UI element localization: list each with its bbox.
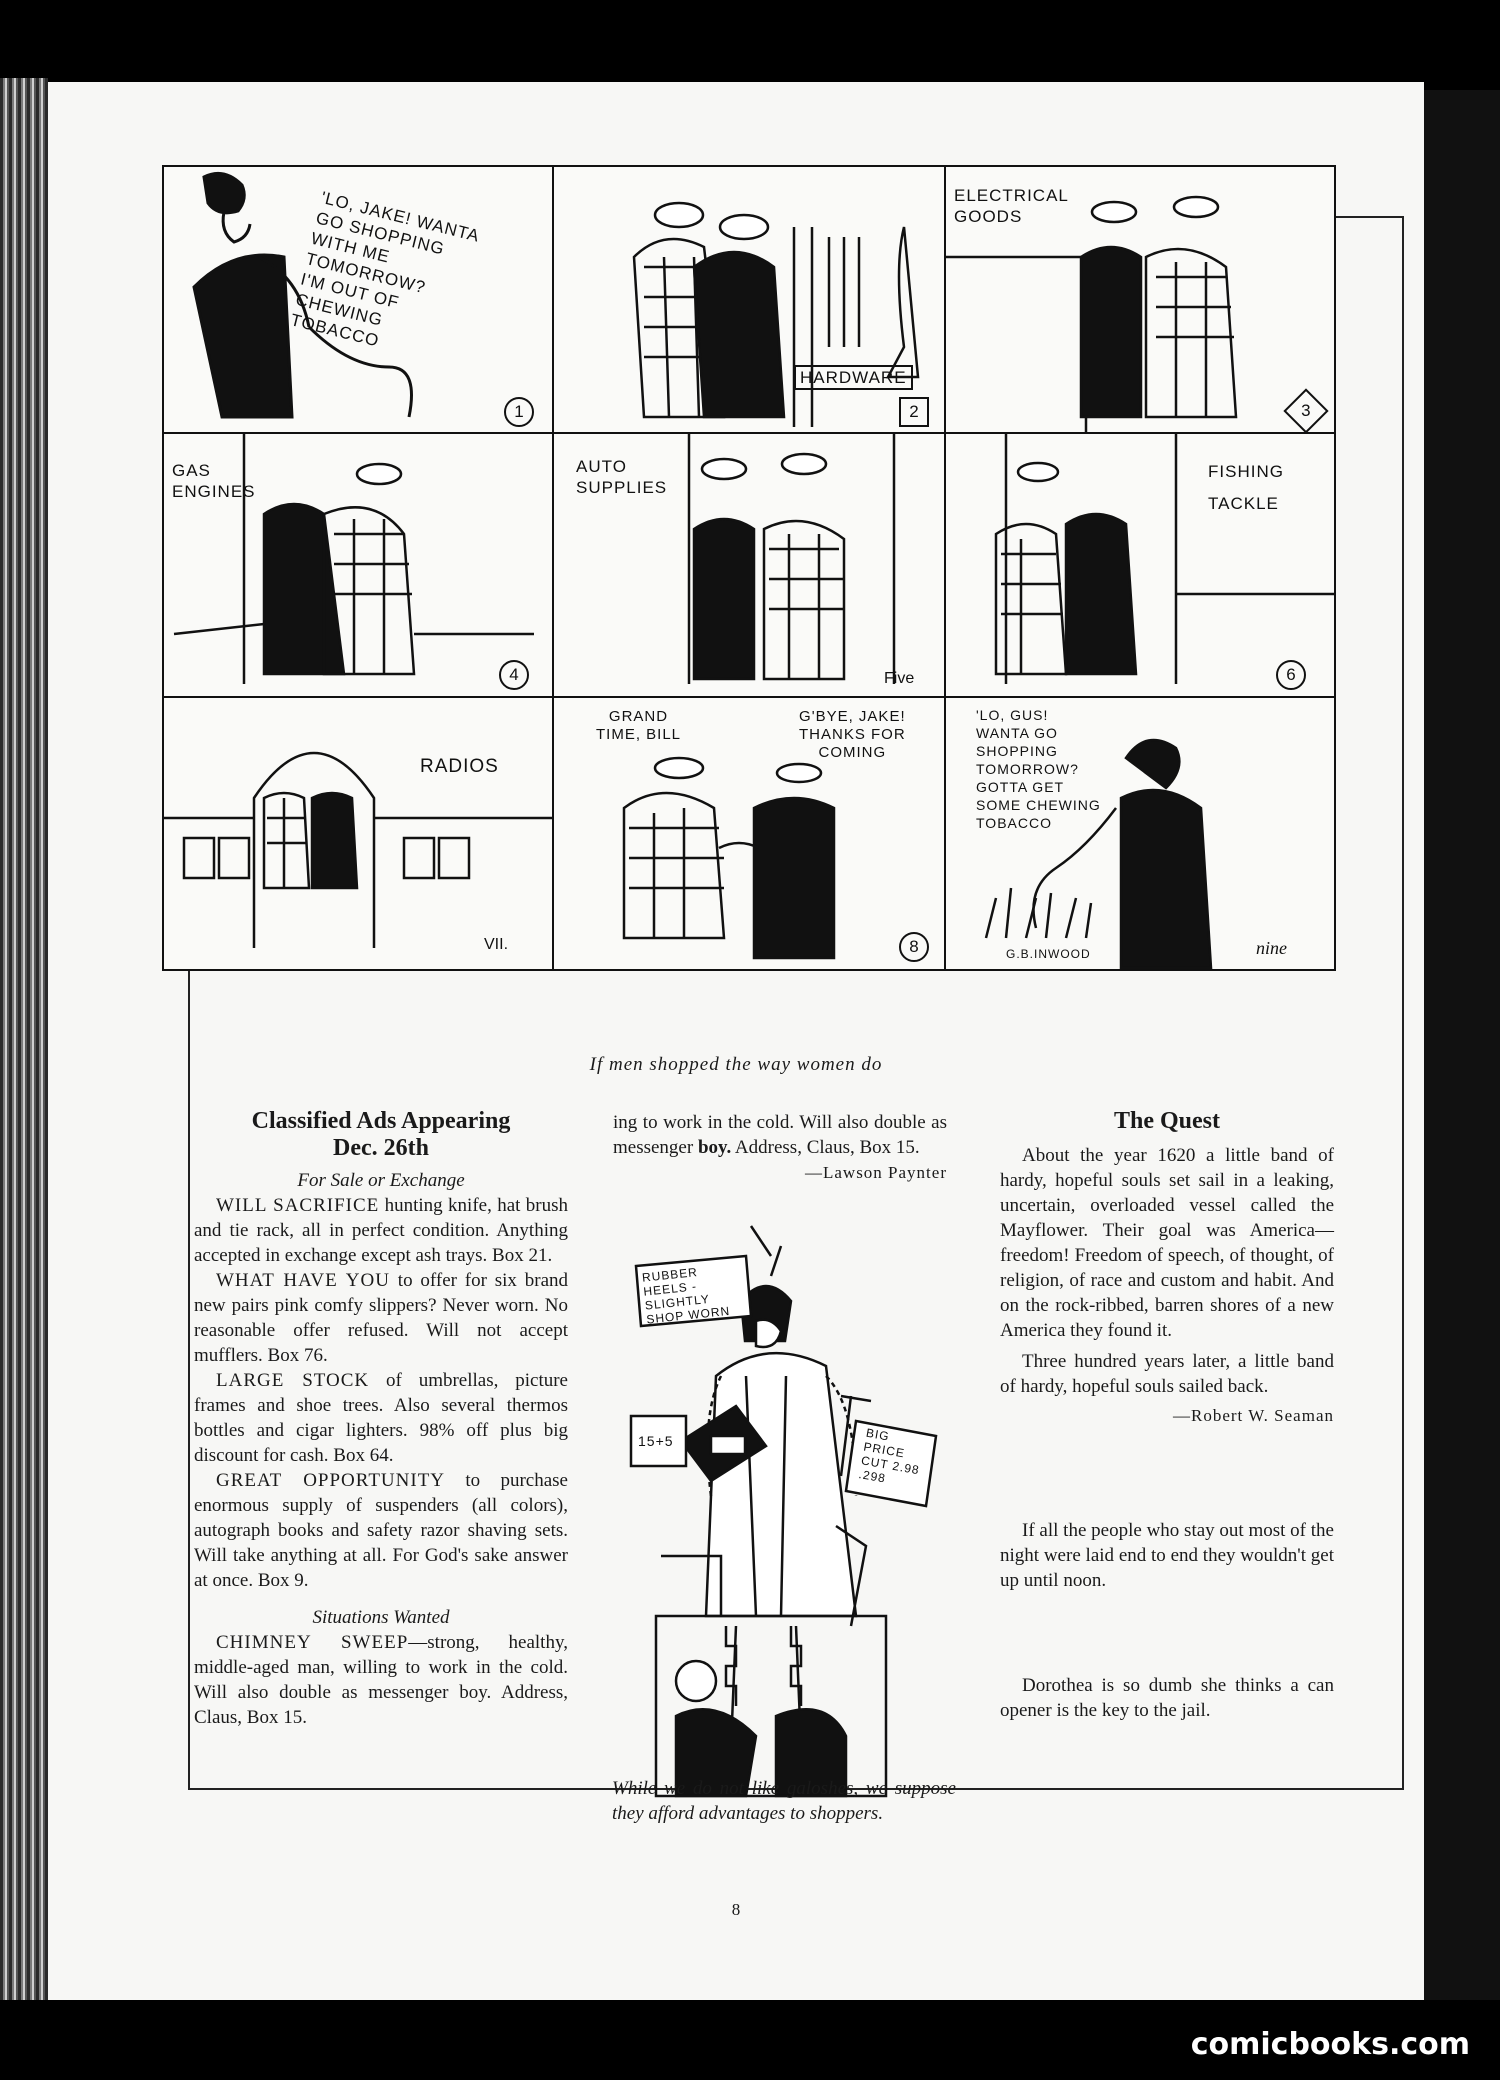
ad4-body: to purchase enormous supply of suspenders (all colors), autograph books and safety razor shaving sets. Will take anything at all. For God's sake answer at once. Box 9. [194, 1470, 568, 1591]
galosh-cartoon [616, 1226, 950, 1826]
classified-continued [613, 1110, 947, 1185]
comic-panel-8 [552, 696, 946, 971]
comic-panel-5 [552, 432, 946, 698]
comic-panel-6 [944, 432, 1336, 698]
book-page-edges [0, 78, 48, 2000]
speech-bubble-8-right: G'BYE, JAKE! THANKS FOR COMING [799, 708, 906, 761]
speech-bubble-1: 'LO, JAKE! WANTA GO SHOPPING WITH ME TOMORROW? I'M OUT OF CHEWING TOBACCO [288, 187, 482, 351]
ad5-lead: CHIMNEY SWEEP [216, 1632, 409, 1653]
panel-2-drawing [554, 167, 948, 436]
ad-will-sacrifice [194, 1193, 568, 1268]
comic-caption: If men shopped the way women do [589, 1054, 883, 1075]
hardware-sign: HARDWARE [794, 365, 913, 390]
scan-right-border [1422, 90, 1500, 2000]
electrical-goods-sign: ELECTRICAL GOODS [954, 186, 1069, 226]
ad4-lead: GREAT OPPORTUNITY [216, 1470, 446, 1491]
ad-large-stock [194, 1368, 568, 1468]
site-watermark: comicbooks.com [1190, 2027, 1470, 2062]
section-for-sale: For Sale or Exchange [297, 1170, 465, 1191]
comic-panel-4 [162, 432, 554, 698]
joke-stay-out: If all the people who stay out most of the night were laid end to end they wouldn't get up until noon. [1000, 1520, 1334, 1591]
ad1-lead: WILL SACRIFICE [216, 1195, 380, 1216]
ad3-body: of umbrellas, picture frames and shoe trees. Also several thermos bottles and cigar lighters. 98% off plus big discount for cash. Box 64. [194, 1370, 568, 1466]
classified-author: —Lawson Paynter [804, 1163, 947, 1182]
comic-panel-1 [162, 165, 554, 434]
quest-title: The Quest [1113, 1108, 1220, 1134]
joke-dorothea: Dorothea is so dumb she thinks a can opener is the key to the jail. [1000, 1675, 1334, 1721]
section-situations-wanted: Situations Wanted [312, 1607, 450, 1628]
comic-panel-2 [552, 165, 946, 434]
quest-column [1000, 1108, 1334, 1723]
panel-number-8: 8 [899, 932, 929, 962]
ad-great-opportunity [194, 1468, 568, 1593]
artist-signature: G.B.INWOOD [1006, 947, 1091, 961]
classified-title-line2: Dec. 26th [333, 1135, 429, 1161]
auto-supplies-sign: AUTO SUPPLIES [576, 457, 668, 497]
panel-number-5: Five [884, 670, 915, 687]
ad1-body: hunting knife, hat brush and tie rack, all in perfect condition. Anything accepted in exchange except ash trays. Box 21. [194, 1195, 568, 1266]
speech-bubble-9: 'LO, GUS! WANTA GO SHOPPING TOMORROW? GOTTA GET SOME CHEWING TOBACCO [976, 707, 1101, 831]
ad-what-have-you [194, 1268, 568, 1368]
galosh-caption: While we do not like galoshes, we suppose they afford advantages to shoppers. [612, 1778, 956, 1824]
quest-para-1: About the year 1620 a little band of hardy, hopeful souls set sail in a leaking, uncertain, overloaded vessel called the Mayflower. Their goal was America—freedom! Freedom of speech, of thought, of religion, of race and custom and habit. And on the rock-ribbed, barren shores of a new America they found it. [1000, 1145, 1334, 1341]
panel-number-4: 4 [499, 660, 529, 690]
sign-15-5: 15+5 [638, 1433, 674, 1449]
quest-author: —Robert W. Seaman [1172, 1406, 1334, 1425]
ad2-lead: WHAT HAVE YOU [216, 1270, 390, 1291]
page-number: 8 [731, 1900, 741, 1919]
sign-rubber-heels: RUBBER HEELS - SLIGHTLY SHOP WORN [641, 1265, 731, 1327]
panel-number-7: VII. [484, 936, 509, 953]
comic-panel-9 [944, 696, 1336, 971]
panel-number-6: 6 [1276, 660, 1306, 690]
speech-bubble-8-left: GRAND TIME, BILL [596, 708, 682, 743]
comic-panel-7 [162, 696, 554, 971]
panel-number-9: nine [1256, 938, 1287, 958]
classified-title-line1: Classified Ads Appearing [251, 1108, 511, 1134]
ad5-continuation: ing to work in the cold. Will also double as messenger boy. Address, Claus, Box 15. [613, 1112, 947, 1158]
gas-engines-sign: GAS ENGINES [172, 461, 256, 501]
ad2-body: to offer for six brand new pairs pink comfy slippers? Never worn. No reasonable offer refused. Will not accept mufflers. Box 76. [194, 1270, 569, 1366]
ad-chimney-sweep [194, 1630, 568, 1728]
sign-big-price-cut: BIG PRICE CUT 2.98 .298 [857, 1425, 921, 1486]
ad3-lead: LARGE STOCK [216, 1370, 370, 1391]
scan-top-border [0, 0, 1500, 78]
quest-para-2: Three hundred years later, a little band of hardy, hopeful souls sailed back. [1000, 1351, 1334, 1397]
magazine-page [48, 82, 1424, 2000]
comic-strip [162, 165, 1336, 971]
comic-panel-3 [944, 165, 1336, 434]
classified-ads-column [194, 1108, 569, 1728]
panel-number-2: 2 [899, 397, 929, 427]
panel-7-drawing [164, 698, 556, 973]
panel-number-3-text: 3 [1301, 401, 1311, 420]
fishing-tackle-sign: FISHING TACKLE [1208, 462, 1284, 513]
ad5-body: —strong, healthy, middle-aged man, willing to work in the cold. Will also double as messenger boy. Address, Claus, Box 15. [194, 1632, 568, 1728]
panel-number-1: 1 [504, 397, 534, 427]
radios-sign: RADIOS [420, 756, 499, 777]
